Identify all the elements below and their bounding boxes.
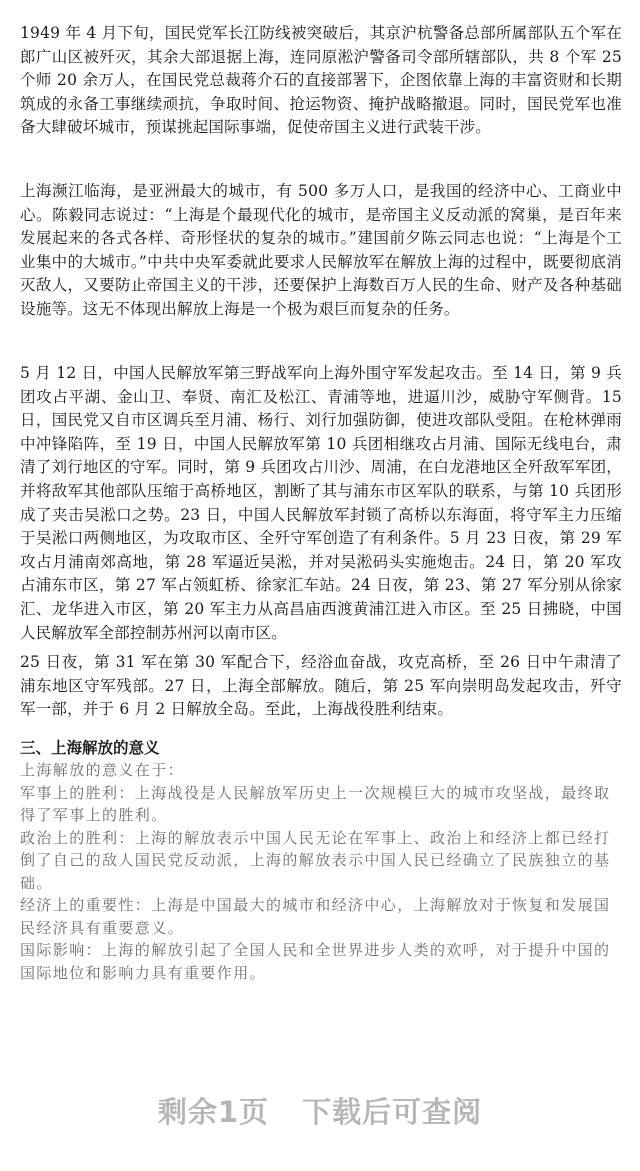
paragraph-shanghai-importance: 上海濒江临海，是亚洲最大的城市，有 500 多万人口，是我国的经济中心、工商业中心。陈毅同志说过：“上海是个最现代化的城市，是帝国主义反动派的窝巢，是百年来发展起来的各式各样、奇形怪状的复杂的城市。”建国前夕陈云同志也说：“上海是个工业集中的大城市。”中共中央军委就此要求人民解放军在解放上海的过程中，既要彻底消灭敌人，又要防止帝国主义的干涉，还要保护上海数百万人民的生命、财产及各种基础设施等。这无不体现出解放上海是一个极为艰巨而复杂的任务。 xyxy=(20,182,622,318)
significance-list xyxy=(20,759,624,984)
significance-international: 国际影响：上海的解放引起了全国人民和全世界进步人类的欢呼，对于提升中国的国际地位和影响力具有重要作用。 xyxy=(20,941,611,982)
section-heading: 三、上海解放的意义 xyxy=(20,739,160,757)
paragraph-background: 1949 年 4 月下旬，国民党军长江防线被突破后，其京沪杭警备总部所属部队五个军在郎广山区被歼灭，其余大部退据上海，连同原淞沪警备司令部所辖部队，共 8 个军 25 个师 20 余万人，在国民党总裁蒋介石的直接部署下，企图依靠上海的丰富资财和长期筑成的永备工事继续顽抗，争取时间、抢运物资、掩护战略撤退。同时，国民党军也准备大肆破坏城市，预谋挑起国际事端，促使帝国主义进行武装干涉。 xyxy=(20,24,622,137)
paragraph-campaign-progress: 5 月 12 日，中国人民解放军第三野战军向上海外围守军发起攻击。至 14 日，第 9 兵团攻占平湖、金山卫、奉贤、南汇及松江、青浦等地，进逼川沙，威胁守军侧背。15 日，国民党又自市区调兵至月浦、杨行、刘行加强防御，使进攻部队受阻。在枪林弹雨中冲锋陷阵，至 19 日，中国人民解放军第 10 兵团相继攻占月浦、国际无线电台，肃清了刘行地区的守军。同时，第 9 兵团攻占川沙、周浦，在白龙港地区全歼敌军军团，并将敌军其他部队压缩于高桥地区，割断了其与浦东市区军队的联系，与第 10 兵团形成了夹击吴淞口之势。23 日，中国人民解放军封锁了高桥以东海面，将守军主力压缩于吴淞口两侧地区，为攻取市区、全歼守军创造了有利条件。5 月 23 日夜，第 29 军攻占月浦南郊高地，第 28 军逼近吴淞，并对吴淞码头实施炮击。24 日，第 20 军攻占浦东市区，第 27 军占领虹桥、徐家汇车站。24 日夜，第 23、第 27 军分别从徐家汇、龙华进入市区，第 20 军主力从高昌庙西渡黄浦江进入市区。至 25 日拂晓，中国人民解放军全部控制苏州河以南市区。 xyxy=(20,364,622,642)
significance-military: 军事上的胜利：上海战役是人民解放军历史上一次规模巨大的城市攻坚战，最终取得了军事上的胜利。 xyxy=(20,783,611,824)
download-prompt-banner[interactable]: 剩余1页 下载后可查阅 xyxy=(157,1095,483,1129)
paragraph-campaign-end: 25 日夜，第 31 军在第 30 军配合下，经浴血奋战，攻克高桥，至 26 日中午肃清了浦东地区守军残部。27 日，上海全部解放。随后，第 25 军向崇明岛发起攻击，歼守军一部，并于 6 月 2 日解放全岛。至此，上海战役胜利结束。 xyxy=(20,653,622,719)
significance-intro: 上海解放的意义在于： xyxy=(20,761,185,779)
significance-economic: 经济上的重要性：上海是中国最大的城市和经济中心，上海解放对于恢复和发展国民经济具有重要意义。 xyxy=(20,896,611,937)
significance-political: 政治上的胜利：上海的解放表示中国人民无论在军事上、政治上和经济上都已经打倒了自己的敌人国民党反动派，上海的解放表示中国人民已经确立了民族独立的基础。 xyxy=(20,828,611,892)
